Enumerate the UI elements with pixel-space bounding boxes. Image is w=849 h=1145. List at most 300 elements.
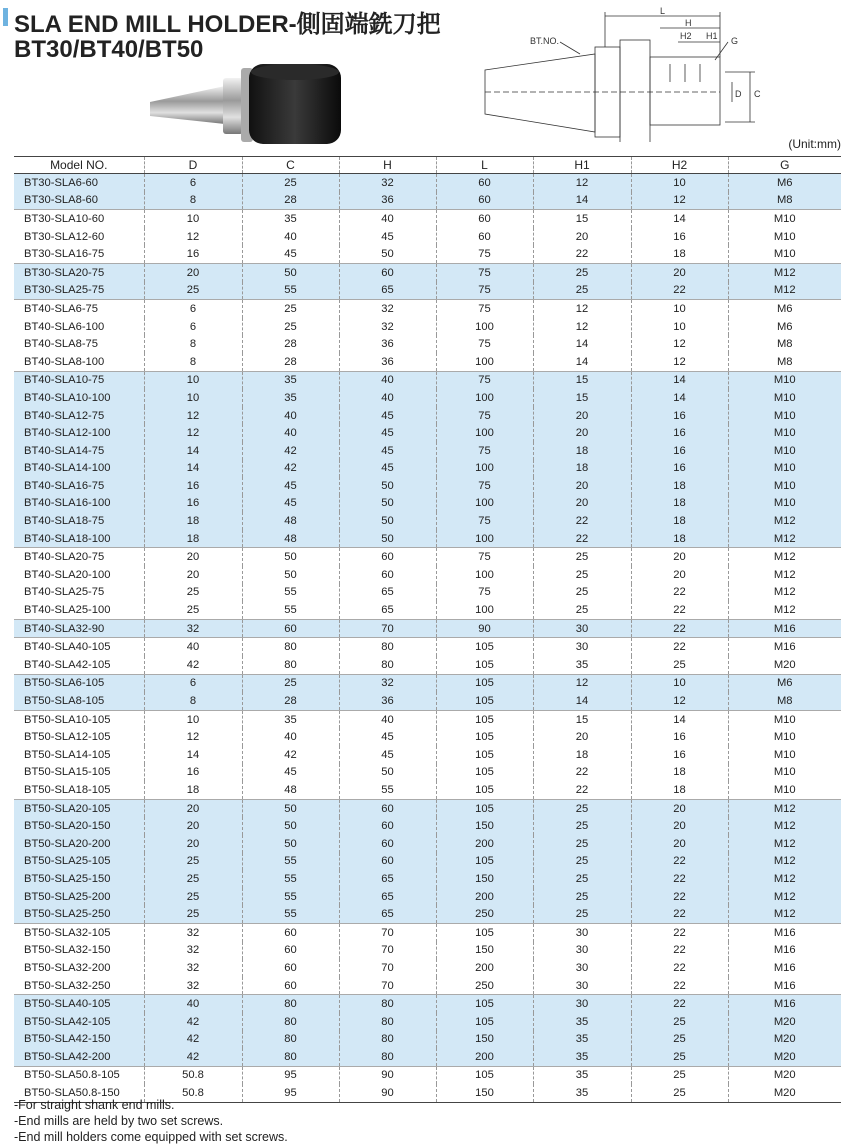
value-cell: 45 [242,477,339,495]
model-cell: BT50-SLA12-105 [24,731,111,744]
value-cell: 150 [436,870,533,888]
value-cell: 16 [144,245,242,263]
value-cell: 20 [631,263,728,281]
value-cell: 16 [144,495,242,513]
value-cell: 35 [533,1031,631,1049]
model-cell: BT40-SLA20-75 [14,548,144,566]
value-cell: M8 [728,192,841,210]
value-cell: 30 [533,959,631,977]
value-cell: 48 [242,781,339,799]
value-cell: 22 [533,245,631,263]
table-row [14,799,841,817]
value-cell: 25 [144,853,242,871]
value-cell: 30 [533,619,631,638]
table-row [14,710,841,728]
value-cell: 105 [436,799,533,817]
table-row [14,424,841,442]
value-cell: 20 [631,548,728,566]
model-cell: BT40-SLA40-105 [14,638,144,656]
value-cell: 6 [144,674,242,692]
value-cell: 40 [339,210,436,228]
value-cell: M10 [728,710,841,728]
value-cell: 12 [631,192,728,210]
value-cell: 45 [339,442,436,460]
value-cell: 45 [339,728,436,746]
value-cell: M6 [728,318,841,336]
value-cell: 30 [533,995,631,1013]
value-cell: 14 [144,746,242,764]
value-cell: M20 [728,1066,841,1084]
model-cell: BT50-SLA10-105 [14,710,144,728]
value-cell: 105 [436,656,533,674]
value-cell: 105 [436,710,533,728]
table-row [14,656,841,674]
value-cell: 10 [631,318,728,336]
table-row [14,728,841,746]
value-cell: 18 [533,746,631,764]
value-cell: 18 [144,512,242,530]
value-cell: 25 [533,601,631,619]
value-cell: 55 [242,905,339,923]
value-cell: 75 [436,407,533,425]
value-cell: 105 [436,674,533,692]
value-cell: 22 [631,638,728,656]
value-cell: 150 [436,817,533,835]
value-cell: 80 [339,656,436,674]
value-cell: 50 [242,263,339,281]
value-cell: 25 [533,566,631,584]
value-cell: 80 [242,1048,339,1066]
value-cell: M10 [728,477,841,495]
value-cell: 12 [533,174,631,192]
value-cell: 75 [436,548,533,566]
table-row [14,228,841,246]
model-cell: BT40-SLA14-75 [14,442,144,460]
value-cell: 65 [339,905,436,923]
value-cell: M10 [728,495,841,513]
value-cell: 60 [242,923,339,941]
value-cell: M10 [728,781,841,799]
value-cell: M20 [728,1013,841,1031]
value-cell: 80 [242,656,339,674]
value-cell: 20 [631,817,728,835]
value-cell: M16 [728,959,841,977]
value-cell: 200 [436,888,533,906]
value-cell: 50 [242,799,339,817]
value-cell: 42 [144,1031,242,1049]
value-cell: 70 [339,959,436,977]
value-cell: 40 [339,389,436,407]
value-cell: 25 [631,1013,728,1031]
value-cell: 42 [242,746,339,764]
value-cell: 100 [436,460,533,478]
model-cell: BT50-SLA40-105 [14,995,144,1013]
value-cell: 22 [631,870,728,888]
value-cell: 10 [631,674,728,692]
value-cell: 15 [533,389,631,407]
model-cell: BT40-SLA25-75 [24,586,105,599]
value-cell: 28 [242,335,339,353]
value-cell: M12 [728,870,841,888]
value-cell: 25 [533,548,631,566]
value-cell: 16 [631,728,728,746]
value-cell: 55 [242,601,339,619]
table-row [14,584,841,602]
value-cell: 60 [242,959,339,977]
value-cell: 70 [339,619,436,638]
value-cell: 80 [242,1013,339,1031]
value-cell: 150 [436,1084,533,1102]
value-cell: 14 [533,353,631,371]
value-cell: 8 [144,692,242,710]
value-cell: M8 [728,335,841,353]
table-row [14,263,841,281]
value-cell: 90 [339,1066,436,1084]
value-cell: 80 [242,638,339,656]
value-cell: M6 [728,300,841,318]
value-cell: 60 [339,817,436,835]
value-cell: 90 [436,619,533,638]
value-cell: M20 [728,1048,841,1066]
col-header-h1: H1 [533,157,631,174]
model-cell: BT40-SLA18-75 [14,512,144,530]
value-cell: 20 [533,407,631,425]
value-cell: 22 [533,781,631,799]
value-cell: 20 [144,263,242,281]
label-h1: H1 [706,31,718,41]
value-cell: 12 [144,728,242,746]
value-cell: M12 [728,566,841,584]
model-cell: BT50-SLA6-105 [14,674,144,692]
value-cell: 35 [533,1013,631,1031]
value-cell: 12 [631,335,728,353]
value-cell: 15 [533,371,631,389]
model-cell: BT50-SLA20-200 [14,835,144,853]
value-cell: 18 [631,477,728,495]
value-cell: 42 [144,1013,242,1031]
value-cell: 25 [144,905,242,923]
value-cell: 50 [339,245,436,263]
value-cell: 25 [144,870,242,888]
model-cell: BT30-SLA6-60 [14,174,144,192]
value-cell: 16 [631,424,728,442]
value-cell: 40 [144,638,242,656]
value-cell: M10 [728,728,841,746]
value-cell: 35 [533,656,631,674]
model-cell: BT50-SLA18-105 [24,783,111,796]
model-cell: BT50-SLA25-105 [14,853,144,871]
table-body [14,174,841,1103]
table-row [14,1013,841,1031]
table-row [14,442,841,460]
value-cell: 45 [339,407,436,425]
value-cell: 32 [339,674,436,692]
value-cell: 10 [144,389,242,407]
value-cell: 35 [533,1048,631,1066]
value-cell: 75 [436,282,533,300]
value-cell: M20 [728,1084,841,1102]
value-cell: 25 [533,799,631,817]
model-cell: BT50-SLA25-200 [14,888,144,906]
value-cell: 100 [436,601,533,619]
value-cell: 6 [144,300,242,318]
value-cell: M16 [728,638,841,656]
value-cell: 32 [339,174,436,192]
value-cell: 105 [436,764,533,782]
value-cell: 22 [631,905,728,923]
value-cell: 60 [242,977,339,995]
value-cell: 12 [533,674,631,692]
value-cell: 80 [339,638,436,656]
label-bt-no: BT.NO. [530,36,560,46]
value-cell: 8 [144,353,242,371]
value-cell: 12 [631,353,728,371]
table-row [14,870,841,888]
value-cell: 30 [533,942,631,960]
value-cell: M16 [728,977,841,995]
value-cell: M12 [728,905,841,923]
value-cell: M20 [728,1031,841,1049]
value-cell: 22 [533,512,631,530]
table-row [14,905,841,923]
value-cell: M12 [728,548,841,566]
table-row [14,335,841,353]
value-cell: 18 [631,530,728,548]
value-cell: 25 [631,1048,728,1066]
model-cell: BT40-SLA6-100 [24,320,105,333]
value-cell: 32 [144,923,242,941]
value-cell: 16 [631,228,728,246]
table-row [14,282,841,300]
label-d: D [735,89,742,99]
value-cell: 25 [144,584,242,602]
value-cell: 22 [631,888,728,906]
table-row [14,746,841,764]
value-cell: M10 [728,245,841,263]
model-cell: BT40-SLA12-75 [14,407,144,425]
value-cell: 10 [631,300,728,318]
value-cell: 36 [339,692,436,710]
value-cell: 20 [144,566,242,584]
model-cell: BT40-SLA14-100 [14,460,144,478]
value-cell: 100 [436,495,533,513]
notes [14,1097,288,1145]
value-cell: M10 [728,442,841,460]
value-cell: 20 [533,495,631,513]
value-cell: 14 [631,371,728,389]
value-cell: 22 [533,764,631,782]
value-cell: 25 [144,888,242,906]
value-cell: M12 [728,835,841,853]
value-cell: 40 [242,407,339,425]
table-row [14,530,841,548]
value-cell: M10 [728,424,841,442]
value-cell: 80 [242,995,339,1013]
model-cell: BT40-SLA10-100 [14,389,144,407]
value-cell: 14 [144,460,242,478]
value-cell: M12 [728,601,841,619]
value-cell: 100 [436,318,533,336]
col-header-c: C [242,157,339,174]
value-cell: 40 [242,228,339,246]
table-row [14,638,841,656]
value-cell: 45 [242,245,339,263]
value-cell: 45 [242,495,339,513]
model-cell: BT40-SLA42-105 [24,658,111,671]
value-cell: 22 [631,853,728,871]
value-cell: 80 [242,1031,339,1049]
value-cell: 30 [533,638,631,656]
value-cell: 100 [436,424,533,442]
value-cell: 35 [242,389,339,407]
model-cell: BT50-SLA32-250 [24,979,111,992]
value-cell: 75 [436,477,533,495]
value-cell: 40 [339,710,436,728]
model-cell: BT50-SLA32-200 [24,961,111,974]
value-cell: 16 [631,407,728,425]
value-cell: 105 [436,728,533,746]
col-header-model: Model NO. [14,157,144,174]
table-row [14,817,841,835]
value-cell: 20 [144,835,242,853]
note-line: -End mill holders come equipped with set screws. [14,1130,288,1144]
model-cell: BT50-SLA25-150 [14,870,144,888]
value-cell: 65 [339,584,436,602]
table-row [14,566,841,584]
value-cell: 60 [339,566,436,584]
table-row [14,548,841,566]
table-row [14,245,841,263]
value-cell: 40 [242,424,339,442]
value-cell: 65 [339,888,436,906]
value-cell: 25 [533,853,631,871]
value-cell: 22 [631,977,728,995]
model-cell: BT50-SLA42-150 [14,1031,144,1049]
model-cell: BT50-SLA15-105 [24,766,111,779]
value-cell: 14 [631,389,728,407]
value-cell: 22 [533,530,631,548]
value-cell: 18 [533,460,631,478]
value-cell: 25 [631,1066,728,1084]
value-cell: 50 [339,530,436,548]
value-cell: 55 [339,781,436,799]
value-cell: 50 [339,477,436,495]
value-cell: 14 [533,192,631,210]
value-cell: 42 [144,1048,242,1066]
value-cell: 60 [242,619,339,638]
value-cell: 10 [631,174,728,192]
value-cell: M10 [728,460,841,478]
value-cell: M12 [728,282,841,300]
value-cell: 65 [339,601,436,619]
value-cell: 18 [533,442,631,460]
value-cell: 12 [144,424,242,442]
value-cell: 20 [144,817,242,835]
table-row [14,923,841,941]
table-row [14,460,841,478]
model-cell: BT50-SLA42-200 [14,1048,144,1066]
value-cell: M10 [728,389,841,407]
col-header-d: D [144,157,242,174]
model-cell: BT50-SLA20-150 [14,817,144,835]
value-cell: 50 [242,817,339,835]
value-cell: 22 [631,584,728,602]
value-cell: M6 [728,174,841,192]
value-cell: 25 [533,888,631,906]
model-cell: BT50-SLA14-105 [24,748,111,761]
value-cell: 22 [631,995,728,1013]
spec-table [14,156,841,1103]
value-cell: 12 [533,300,631,318]
value-cell: 70 [339,977,436,995]
page-subtitle: BT30/BT40/BT50 [14,36,204,63]
value-cell: 60 [339,835,436,853]
value-cell: 36 [339,335,436,353]
value-cell: 25 [533,870,631,888]
value-cell: M12 [728,263,841,281]
table-row [14,174,841,192]
value-cell: 105 [436,1066,533,1084]
value-cell: 50 [242,548,339,566]
value-cell: 48 [242,530,339,548]
value-cell: 60 [436,210,533,228]
table-row [14,959,841,977]
table-row [14,477,841,495]
value-cell: 105 [436,781,533,799]
value-cell: 20 [144,799,242,817]
value-cell: 12 [144,407,242,425]
model-cell: BT50-SLA32-105 [14,923,144,941]
table-row [14,495,841,513]
col-header-h: H [339,157,436,174]
value-cell: 60 [339,548,436,566]
value-cell: 100 [436,530,533,548]
value-cell: 14 [631,210,728,228]
value-cell: 42 [144,656,242,674]
value-cell: 30 [533,977,631,995]
value-cell: 22 [631,601,728,619]
dimension-drawing [470,2,770,142]
value-cell: M10 [728,210,841,228]
model-cell: BT40-SLA8-75 [24,338,99,351]
value-cell: 30 [533,923,631,941]
value-cell: 105 [436,638,533,656]
table-row [14,977,841,995]
table-row [14,853,841,871]
value-cell: 40 [242,728,339,746]
value-cell: 75 [436,584,533,602]
value-cell: 75 [436,512,533,530]
model-cell: BT40-SLA32-90 [14,619,144,638]
value-cell: 10 [144,371,242,389]
value-cell: M10 [728,764,841,782]
value-cell: 95 [242,1084,339,1102]
value-cell: 45 [339,460,436,478]
table-row [14,389,841,407]
value-cell: 22 [631,619,728,638]
value-cell: 15 [533,210,631,228]
value-cell: 6 [144,174,242,192]
model-cell: BT50-SLA20-105 [14,799,144,817]
model-cell: BT40-SLA25-100 [24,604,111,617]
value-cell: 20 [533,477,631,495]
table-row [14,888,841,906]
model-cell: BT50-SLA50.8-150 [14,1084,144,1102]
value-cell: M12 [728,530,841,548]
value-cell: 10 [144,710,242,728]
value-cell: 75 [436,371,533,389]
value-cell: 32 [144,619,242,638]
